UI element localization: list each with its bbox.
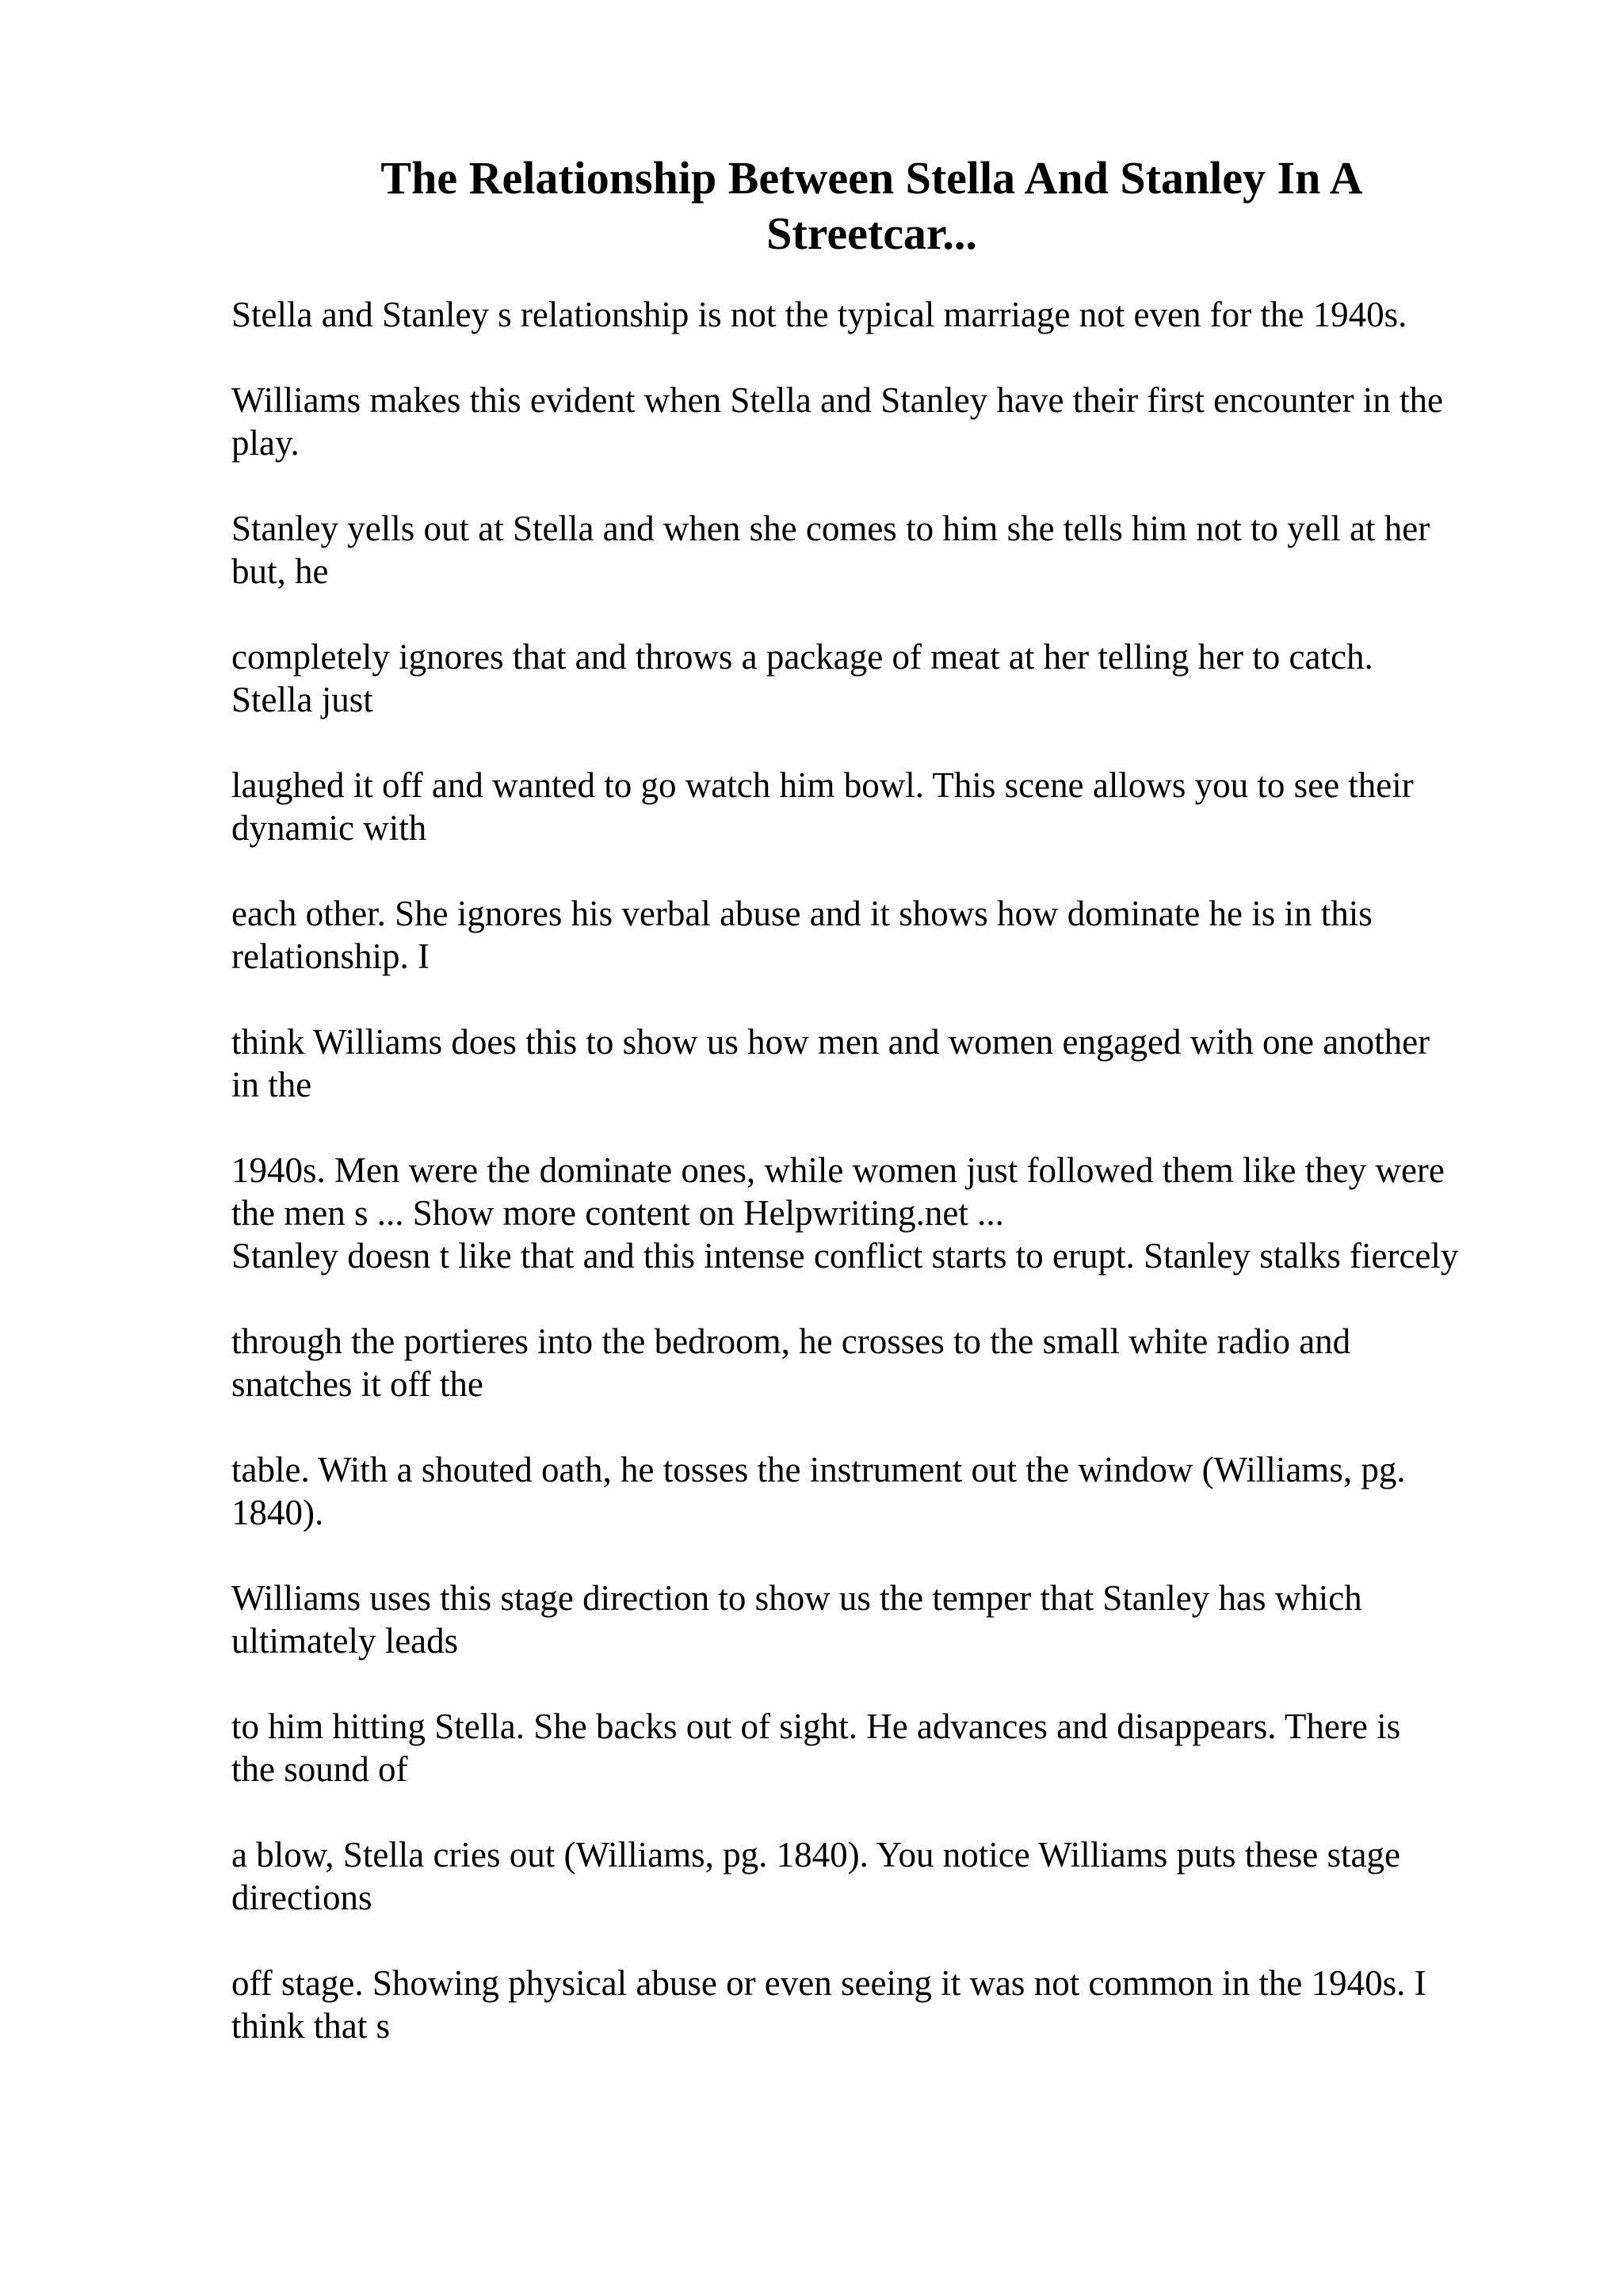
paragraph: think Williams does this to show us how men and women engaged with one another in the: [231, 1022, 1430, 1104]
paragraph: a blow, Stella cries out (Williams, pg. 1840). You notice Williams puts these stage directions: [231, 1835, 1400, 1917]
paragraph: Williams uses this stage direction to show us the temper that Stanley has which ultimately leads: [231, 1578, 1362, 1661]
paragraph: table. With a shouted oath, he tosses the instrument out the window (Williams, pg. 1840).: [231, 1450, 1406, 1532]
paragraph: 1940s. Men were the dominate ones, while women just followed them like they were the men s ... Show more content on Helpwriting.net ...: [231, 1150, 1445, 1233]
paragraph: to him hitting Stella. She backs out of sight. He advances and disappears. There is the sound of: [231, 1707, 1401, 1789]
paragraph: off stage. Showing physical abuse or even seeing it was not common in the 1940s. I think that s: [231, 1963, 1426, 2046]
paragraph: each other. She ignores his verbal abuse and it shows how dominate he is in this relationship. I: [231, 894, 1373, 976]
paragraph: laughed it off and wanted to go watch him bowl. This scene allows you to see their dynamic with: [231, 765, 1414, 848]
paragraph: Stanley doesn t like that and this intense conflict starts to erupt. Stanley stalks fiercely: [231, 1236, 1459, 1276]
paragraph: Stella and Stanley s relationship is not the typical marriage not even for the 1940s.: [231, 295, 1407, 334]
paragraph: through the portieres into the bedroom, he crosses to the small white radio and snatches it off the: [231, 1322, 1351, 1404]
page-title: The Relationship Between Stella And Stanley In A Streetcar...: [380, 152, 1363, 259]
paragraph: Stanley yells out at Stella and when she comes to him she tells him not to yell at her but, he: [231, 509, 1430, 591]
document-body: [231, 293, 1515, 2090]
paragraph: completely ignores that and throws a package of meat at her telling her to catch. Stella just: [231, 637, 1373, 719]
paragraph: Williams makes this evident when Stella and Stanley have their first encounter in the play.: [231, 380, 1444, 463]
